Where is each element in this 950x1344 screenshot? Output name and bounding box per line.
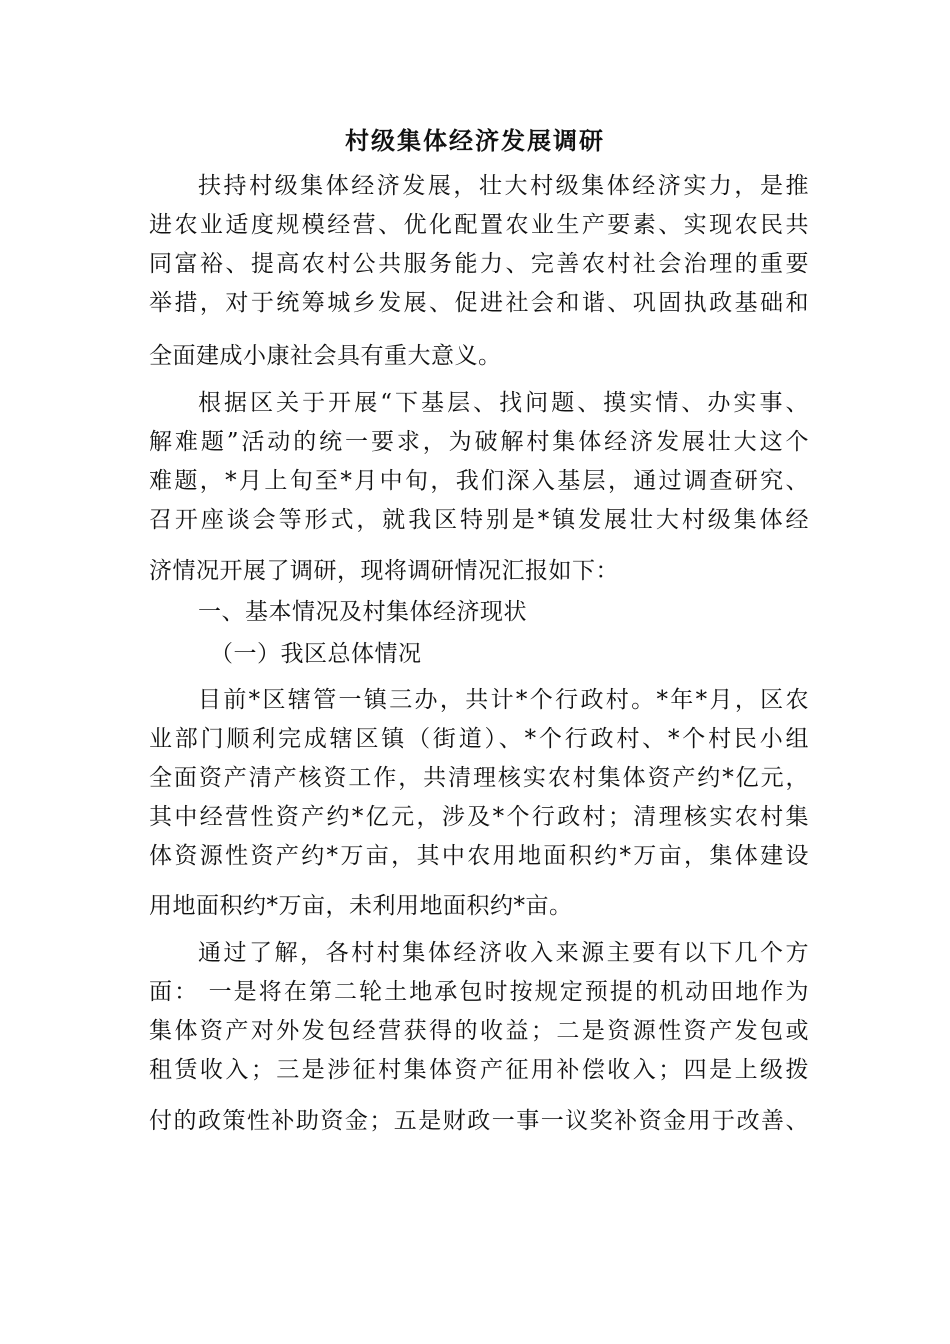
paragraph-line: 全面资产清产核资工作，共清理核实农村集体资产约*亿元， [149, 765, 809, 791]
paragraph-line: 同富裕、提高农村公共服务能力、完善农村社会治理的重要 [149, 251, 809, 277]
paragraph-line: 体资源性资产约*万亩，其中农用地面积约*万亩，集体建设 [149, 843, 809, 869]
paragraph-line: 面： 一是将在第二轮土地承包时按规定预提的机动田地作为 [149, 979, 809, 1005]
paragraph-line: 根据区关于开展“下基层、找问题、摸实情、办实事、 [198, 390, 809, 416]
paragraph-line: 付的政策性补助资金；五是财政一事一议奖补资金用于改善、 [149, 1108, 809, 1134]
paragraph-line: 难题，*月上旬至*月中旬，我们深入基层，通过调查研究、 [149, 468, 809, 494]
paragraph-line: 集体资产对外发包经营获得的收益；二是资源性资产发包或 [149, 1018, 809, 1044]
paragraph-line: 其中经营性资产约*亿元，涉及*个行政村；清理核实农村集 [149, 804, 809, 830]
paragraph-line: 济情况开展了调研，现将调研情况汇报如下： [149, 558, 619, 584]
subsection-heading: （一）我区总体情况 [210, 641, 422, 667]
paragraph-line: 扶持村级集体经济发展，壮大村级集体经济实力，是推 [198, 173, 809, 199]
section-heading: 一、基本情况及村集体经济现状 [198, 599, 527, 625]
paragraph-line: 通过了解，各村村集体经济收入来源主要有以下几个方 [198, 940, 809, 966]
paragraph-line: 业部门顺利完成辖区镇（街道）、*个行政村、*个村民小组 [149, 726, 809, 752]
paragraph-line: 用地面积约*万亩，未利用地面积约*亩。 [149, 893, 573, 919]
paragraph-line: 目前*区辖管一镇三办，共计*个行政村。*年*月，区农 [198, 687, 809, 713]
paragraph-line: 租赁收入；三是涉征村集体资产征用补偿收入；四是上级拨 [149, 1057, 809, 1083]
document-title: 村级集体经济发展调研 [345, 126, 605, 155]
paragraph-line: 全面建成小康社会具有重大意义。 [149, 343, 502, 369]
paragraph-line: 进农业适度规模经营、优化配置农业生产要素、实现农民共 [149, 212, 809, 238]
paragraph-line: 解难题”活动的统一要求，为破解村集体经济发展壮大这个 [149, 429, 809, 455]
paragraph-line: 召开座谈会等形式，就我区特别是*镇发展壮大村级集体经 [149, 507, 809, 533]
paragraph-line: 举措，对于统筹城乡发展、促进社会和谐、巩固执政基础和 [149, 290, 809, 316]
